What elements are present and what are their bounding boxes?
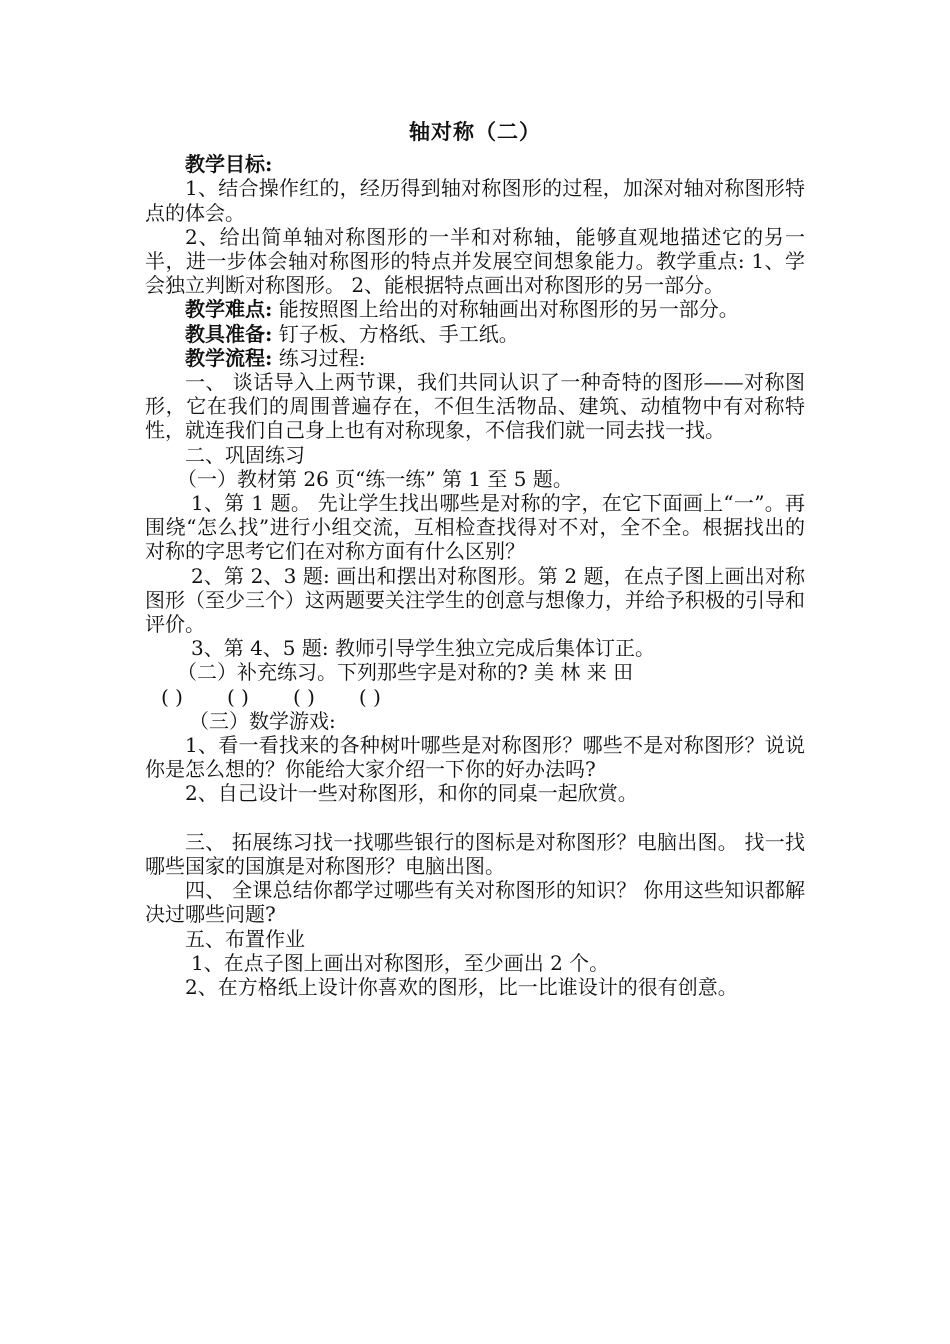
exercise-2: 2、第 2、3 题: 画出和摆出对称图形。第 2 题，在点子图上画出对称图形（至少三个）这两题要关注学生的创意与想像力，并给予积极的引导和评价。 — [145, 563, 805, 637]
game-2: 2、自己设计一些对称图形，和你的同桌一起欣赏。 — [185, 781, 638, 806]
difficulty-text: 能按照图上给出的对称轴画出对称图形的另一部分。 — [272, 297, 739, 322]
tools-paragraph — [145, 322, 805, 346]
goal-2: 2、给出简单轴对称图形的一半和对称轴，能够直观地描述它的另一半，进一步体会轴对称图形的特点并发展空间想象能力。教学重点: 1、学会独立判断对称图形。 2、能根据特点画出对称图形的另一部分。 — [145, 224, 805, 298]
answer-blank-4: ( ) — [358, 684, 381, 709]
section-2-title: 二、巩固练习 — [185, 442, 305, 467]
goals-label: 教学目标: — [185, 152, 273, 177]
blank-line — [145, 806, 805, 830]
document-title: 轴对称（二） — [409, 119, 541, 144]
process-label: 教学流程: — [185, 345, 273, 370]
difficulty-paragraph — [145, 297, 805, 321]
answer-blank-2: ( ) — [226, 684, 249, 709]
document-page — [145, 120, 805, 999]
difficulty-label: 教学难点: — [185, 297, 273, 322]
exercise-1: 1、第 1 题。 先让学生找出哪些是对称的字，在它下面画上“一”。再围绕“怎么找”进行小组交流，互相检查找得对不对，全不全。根据找出的对称的字思考它们在对称方面有什么区别？ — [145, 491, 805, 564]
subsection-1-title: （一）教材第 26 页“练一练” 第 1 至 5 题。 — [177, 466, 573, 491]
section-3: 三、 拓展练习找一找哪些银行的图标是对称图形？电脑出图。 找一找哪些国家的国旗是对称图形？电脑出图。 — [145, 829, 805, 878]
exercise-3: 3、第 4、5 题: 教师引导学生独立完成后集体订正。 — [191, 636, 655, 661]
tools-text: 钉子板、方格纸、手工纸。 — [272, 321, 519, 346]
section-1: 一、 谈话导入上两节课，我们共同认识了一种奇特的图形——对称图形，它在我们的周围普遍存在，不但生活物品、建筑、动植物中有对称特性，就连我们自己身上也有对称现象，不信我们就一同去找一找。 — [145, 370, 805, 443]
section-4: 四、 全课总结你都学过哪些有关对称图形的知识？ 你用这些知识都解决过哪些问题? — [145, 878, 805, 927]
goals-heading — [145, 152, 805, 176]
homework-2: 2、在方格纸上设计你喜欢的图形，比一比谁设计的很有创意。 — [185, 974, 738, 999]
game-1: 1、看一看找来的各种树叶哪些是对称图形？哪些不是对称图形？说说你是怎么想的？你能给大家介绍一下你的好办法吗? — [145, 733, 805, 782]
subsection-3-title: （三）数学游戏: — [189, 708, 336, 733]
process-paragraph — [145, 346, 805, 370]
tools-label: 教具准备: — [185, 321, 273, 346]
answer-blanks-row — [145, 685, 805, 709]
answer-blank-3: ( ) — [292, 684, 315, 709]
homework-1: 1、在点子图上画出对称图形，至少画出 2 个。 — [191, 950, 610, 975]
answer-blank-1: ( ) — [161, 684, 183, 709]
subsection-2-title: （二）补充练习。下列那些字是对称的? 美 林 来 田 — [177, 660, 634, 685]
section-5-title: 五、布置作业 — [185, 926, 305, 951]
goal-1: 1、结合操作红的，经历得到轴对称图形的过程，加深对轴对称图形特点的体会。 — [145, 176, 805, 225]
process-text: 练习过程: — [272, 345, 366, 370]
